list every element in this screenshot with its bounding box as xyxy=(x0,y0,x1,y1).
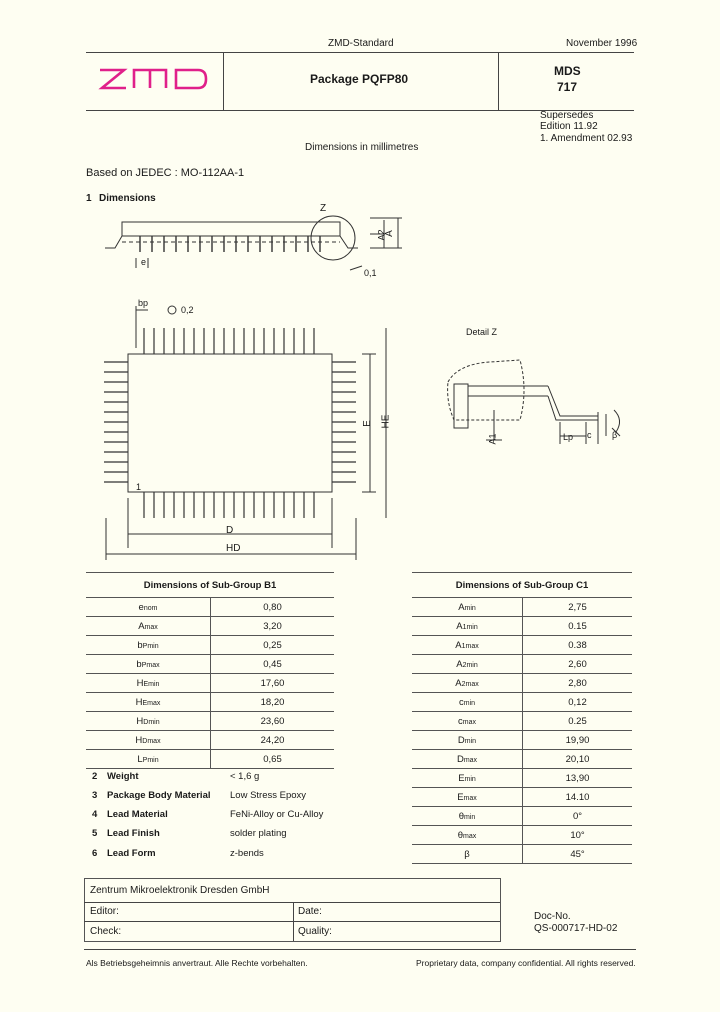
table-row: Amin 2,75 xyxy=(412,598,632,617)
prop-finish-label: Lead Finish xyxy=(107,828,160,839)
doc-type: MDS xyxy=(554,64,581,78)
prop-weight-label: Weight xyxy=(107,771,139,782)
table-row: Amax 3,20 xyxy=(86,617,334,636)
table-sub-group-c1 xyxy=(412,572,632,864)
footer-confidential-en: Proprietary data, company confidential. All rights reserved. xyxy=(416,958,636,968)
supersedes-amendment: 1. Amendment 02.93 xyxy=(540,133,633,144)
table-row: enom 0,80 xyxy=(86,598,334,617)
prop-form-label: Lead Form xyxy=(107,848,156,859)
table-row: cmin 0,12 xyxy=(412,693,632,712)
label-e-pitch: e xyxy=(141,257,147,267)
label-beta: β xyxy=(612,430,618,440)
zmd-logo xyxy=(98,66,210,97)
prop-finish-num: 5 xyxy=(92,828,98,839)
table-row: Dmin 19,90 xyxy=(412,731,632,750)
table-row: LPmin 0,65 xyxy=(86,750,334,769)
flatness-value: 0,1 xyxy=(364,268,377,278)
prop-weight-num: 2 xyxy=(92,771,98,782)
based-on: Based on JEDEC : MO-112AA-1 xyxy=(86,167,245,179)
table-row: A1min 0.15 xyxy=(412,617,632,636)
table-c1-title: Dimensions of Sub-Group C1 xyxy=(412,573,632,598)
table-row: A2max 2,80 xyxy=(412,674,632,693)
table-row: Emin 13,90 xyxy=(412,769,632,788)
label-a2: A2 xyxy=(376,229,387,241)
table-row: cmax 0.25 xyxy=(412,712,632,731)
table-row: θmax 10° xyxy=(412,826,632,845)
footer-editor-label: Editor: xyxy=(90,906,119,917)
prop-weight-value: < 1,6 g xyxy=(230,771,260,782)
units-note: Dimensions in millimetres xyxy=(305,142,419,153)
label-hd: HD xyxy=(226,543,241,554)
table-row: HDmin 23,60 xyxy=(86,712,334,731)
footer-confidential-de: Als Betriebsgeheimnis anvertraut. Alle Rechte vorbehalten. xyxy=(86,958,308,968)
doc-number: 717 xyxy=(557,80,578,94)
supersedes-label: Supersedes xyxy=(540,110,594,121)
prop-body-num: 3 xyxy=(92,790,98,801)
document-title: Package PQFP80 xyxy=(310,72,409,86)
table-row: Emax 14.10 xyxy=(412,788,632,807)
footer-doc-no: QS-000717-HD-02 xyxy=(534,923,618,934)
table-row: bPmin 0,25 xyxy=(86,636,334,655)
label-lp: Lp xyxy=(563,432,574,442)
prop-lead-label: Lead Material xyxy=(107,809,168,820)
table-row: HEmax 18,20 xyxy=(86,693,334,712)
footer-quality-label: Quality: xyxy=(298,926,332,937)
prop-finish-value: solder plating xyxy=(230,828,287,839)
table-row: HEmin 17,60 xyxy=(86,674,334,693)
section-1-num: 1 xyxy=(86,193,92,204)
label-a1: A1 xyxy=(487,433,498,445)
prop-form-num: 6 xyxy=(92,848,98,859)
supersedes-edition: Edition 11.92 xyxy=(540,121,598,132)
detail-z-title: Detail Z xyxy=(466,327,498,337)
table-row: A2min 2,60 xyxy=(412,655,632,674)
prop-body-label: Package Body Material xyxy=(107,790,211,801)
label-he: HE xyxy=(380,414,392,429)
table-row: θmin 0° xyxy=(412,807,632,826)
label-z: Z xyxy=(320,203,327,214)
footer-date-label: Date: xyxy=(298,906,322,917)
header-date: November 1996 xyxy=(566,38,638,49)
label-c: c xyxy=(587,430,592,440)
table-row: β 45° xyxy=(412,845,632,864)
footer-doc-no-label: Doc-No. xyxy=(534,911,571,922)
prop-form-value: z-bends xyxy=(230,848,264,859)
label-d: D xyxy=(226,525,234,536)
label-e-body: E xyxy=(361,420,373,427)
detail-z-drawing xyxy=(430,340,640,460)
table-row: Dmax 20,10 xyxy=(412,750,632,769)
prop-lead-value: FeNi-Alloy or Cu-Alloy xyxy=(230,809,324,820)
table-row: bPmax 0,45 xyxy=(86,655,334,674)
label-a: A xyxy=(383,230,395,237)
table-sub-group-b1 xyxy=(86,572,334,769)
section-1-title: Dimensions xyxy=(99,193,156,204)
pin-1-label: 1 xyxy=(136,482,142,492)
prop-lead-num: 4 xyxy=(92,809,98,820)
table-row: HDmax 24,20 xyxy=(86,731,334,750)
top-view-drawing xyxy=(100,298,400,560)
tolerance-value: 0,2 xyxy=(181,305,194,315)
table-row: A1max 0.38 xyxy=(412,636,632,655)
footer-check-label: Check: xyxy=(90,926,122,937)
label-bp: bp xyxy=(138,298,149,308)
prop-body-value: Low Stress Epoxy xyxy=(230,790,307,801)
footer-company: Zentrum Mikroelektronik Dresden GmbH xyxy=(90,885,270,896)
table-b1-title: Dimensions of Sub-Group B1 xyxy=(86,573,334,598)
standard-label: ZMD-Standard xyxy=(328,38,394,49)
